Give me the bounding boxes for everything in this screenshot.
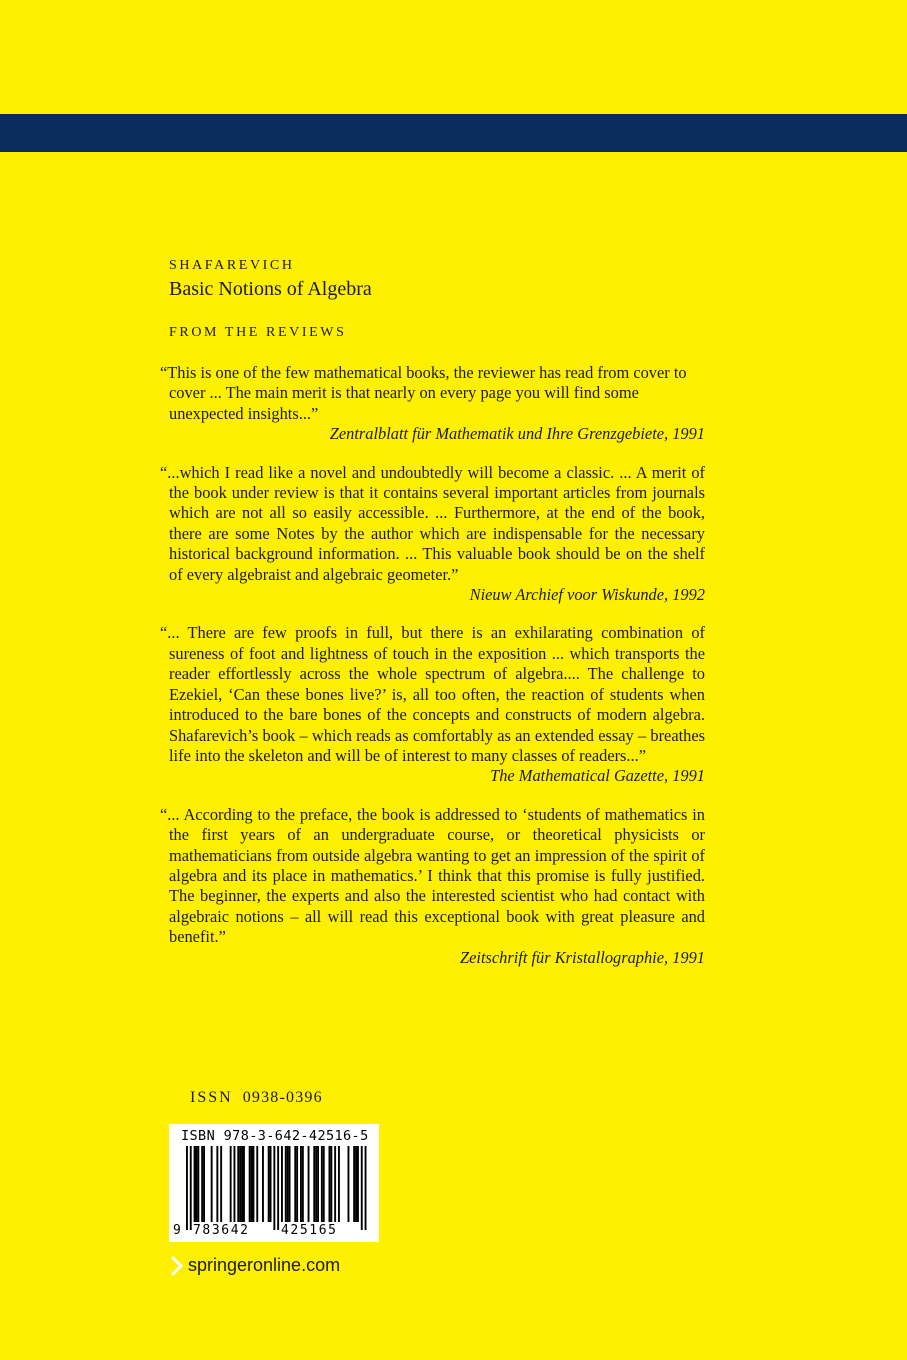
barcode-bar (243, 1146, 245, 1222)
barcode-bar (294, 1146, 296, 1222)
review-quote: “This is one of the few mathematical books, the reviewer has read from cover to cover ... The main merit is that nearly on every page you will find some unexpected insights...” (160, 363, 687, 423)
barcode-bar (256, 1146, 258, 1222)
barcode-bar (230, 1146, 232, 1222)
barcode-bar (203, 1146, 205, 1222)
website-url: springeronline.com (188, 1255, 341, 1275)
barcode-bar (220, 1146, 222, 1222)
review-quote: “... There are few proofs in full, but there is an exhilarating combination of sureness of foot and lightness of touch in the exposition ... which transports the reader effortlessly across the whole spectrum of algebra.... The challenge to Ezekiel, ‘Can these bones live?’ is, all too often, the reaction of students when introduced to the bare bones of the concepts and constructs of modern algebra. Shafarevich’s book – which reads as comfortably as an extended essay – breathes life into the skeleton and will be of interest to many classes of readers...” (160, 623, 705, 765)
barcode-bar (330, 1146, 332, 1222)
barcode-bar (300, 1146, 302, 1222)
barcode-bar (313, 1146, 315, 1222)
book-title: Basic Notions of Algebra (169, 278, 372, 300)
barcode-digits-left: 783642 (193, 1223, 250, 1238)
chevron-right-icon (169, 1256, 185, 1276)
barcode-bar (211, 1146, 213, 1222)
barcode-bar (315, 1146, 317, 1222)
barcode-bar (357, 1146, 359, 1222)
barcode-bar (285, 1146, 287, 1222)
review-source: Zeitschrift für Kristallographie, 1991 (460, 947, 705, 967)
barcode-bar (302, 1146, 304, 1222)
review-item (160, 363, 705, 445)
barcode-bar (338, 1146, 340, 1222)
barcode-bar (353, 1146, 355, 1222)
review-item (160, 804, 705, 968)
barcode-bar (251, 1146, 253, 1222)
issn-line (190, 1089, 323, 1107)
barcode-bar (237, 1146, 239, 1222)
review-quote: “... According to the preface, the book is addressed to ‘students of mathematics in the first years of an undergraduate course, or theoretical physicists or mathematicians from outside algebra wanting to get an impression of the spirit of algebra and its place in mathematics.’ I think that this promise is fully justified. The beginner, the experts and also the interested scientist who had contact with algebraic notions – all will read this exceptional book with great pleasure and benefit.” (160, 804, 705, 947)
barcode-bar (334, 1146, 336, 1222)
barcode-bar (216, 1146, 218, 1222)
barcode-bar (268, 1146, 270, 1222)
barcode-bar (277, 1146, 279, 1230)
barcode-bar (287, 1146, 289, 1222)
issn-label: ISSN (190, 1089, 233, 1106)
barcode-bar (253, 1146, 255, 1222)
barcode-digits-right: 425165 (281, 1223, 338, 1238)
barcode-bar (190, 1146, 192, 1230)
barcode-bar (348, 1146, 350, 1222)
back-cover-text (160, 256, 705, 968)
barcode-bar (365, 1146, 367, 1230)
barcode-bar (196, 1146, 198, 1222)
barcode-bar (281, 1146, 283, 1222)
barcode-bar (317, 1146, 319, 1222)
barcode-bar (289, 1146, 291, 1222)
barcode-bar (323, 1146, 325, 1222)
reviews-heading: FROM THE REVIEWS (169, 325, 347, 340)
website-link[interactable] (169, 1255, 340, 1276)
review-source: The Mathematical Gazette, 1991 (490, 766, 705, 786)
top-color-band (0, 114, 907, 152)
review-item (160, 462, 705, 606)
author-name: SHAFAREVICH (169, 258, 295, 273)
barcode-bar (270, 1146, 272, 1222)
barcode-lead-digit: 9 (173, 1223, 181, 1238)
barcode-bar (197, 1146, 199, 1222)
issn-value: 0938-0396 (242, 1089, 323, 1106)
review-source: Zentralblatt für Mathematik und Ihre Grenzgebiete, 1991 (329, 424, 705, 444)
barcode-bar (194, 1146, 196, 1222)
review-quote: “...which I read like a novel and undoubtedly will become a classic. ... A merit of the book under review is that it contains several important articles from journals which are not all so easily accessible. ... Furthermore, at the end of the book, there are some Notes by the author which are indispensable for the necessary historical background information. ... This valuable book should be on the shelf of every algebraist and algebraic geometer.” (160, 462, 705, 584)
barcode-bar (273, 1146, 275, 1230)
barcode-bar (239, 1146, 241, 1222)
barcode (169, 1124, 379, 1242)
barcode-bar (241, 1146, 243, 1222)
review-source: Nieuw Archief voor Wiskunde, 1992 (469, 585, 705, 605)
barcode-bar (249, 1146, 251, 1222)
barcode-bar (361, 1146, 363, 1230)
review-item (160, 623, 705, 786)
barcode-bar (355, 1146, 357, 1222)
barcode-bar (186, 1146, 188, 1230)
barcode-bar (234, 1146, 236, 1222)
barcode-bar (262, 1146, 264, 1222)
barcode-bar (308, 1146, 310, 1222)
barcode-bar (321, 1146, 323, 1222)
barcode-bar (201, 1146, 203, 1222)
barcode-bar (296, 1146, 298, 1222)
barcode-bar (329, 1146, 331, 1222)
isbn-text: ISBN 978-3-642-42516-5 (181, 1128, 369, 1144)
